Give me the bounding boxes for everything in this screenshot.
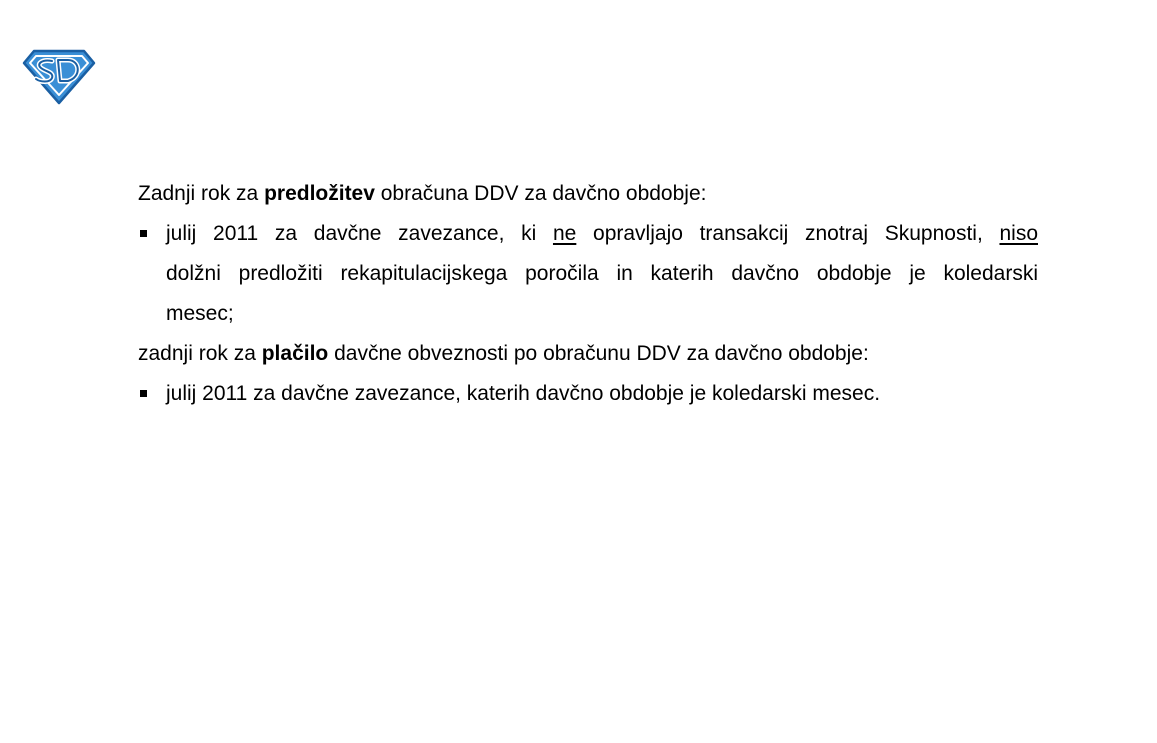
paragraph-payment-deadline <box>138 334 1038 374</box>
bullet1-line2: dolžni predložiti rekapitulacijskega poročila in katerih davčno obdobje je koledarski <box>166 262 1038 285</box>
document-body <box>138 174 1038 414</box>
underlined-ne: ne <box>552 222 577 245</box>
paragraph2-bold-term: plačilo <box>261 342 329 365</box>
list-item-payment <box>138 374 1038 414</box>
bullet1-line3: mesec; <box>166 302 234 325</box>
paragraph1-bold-term: predložitev <box>264 182 375 205</box>
list-item-submission <box>138 214 1038 334</box>
underlined-niso: niso <box>999 222 1038 245</box>
paragraph1-text-pre: Zadnji rok za <box>138 182 265 205</box>
bullet1-line1: julij 2011 za davčne zavezance, ki ne opravljajo transakcij znotraj Skupnosti, niso <box>166 222 1038 245</box>
square-bullet-icon <box>140 390 147 397</box>
sd-shield-logo-icon <box>22 47 96 105</box>
square-bullet-icon <box>140 230 147 237</box>
paragraph-submission-deadline <box>138 174 1038 214</box>
paragraph1-text-post: obračuna DDV za davčno obdobje: <box>374 182 707 205</box>
paragraph2-text-pre: zadnji rok za <box>138 342 262 365</box>
bullet2-line1: julij 2011 za davčne zavezance, katerih davčno obdobje je koledarski mesec. <box>166 382 881 405</box>
paragraph2-text-post: davčne obveznosti po obračunu DDV za davčno obdobje: <box>328 342 869 365</box>
